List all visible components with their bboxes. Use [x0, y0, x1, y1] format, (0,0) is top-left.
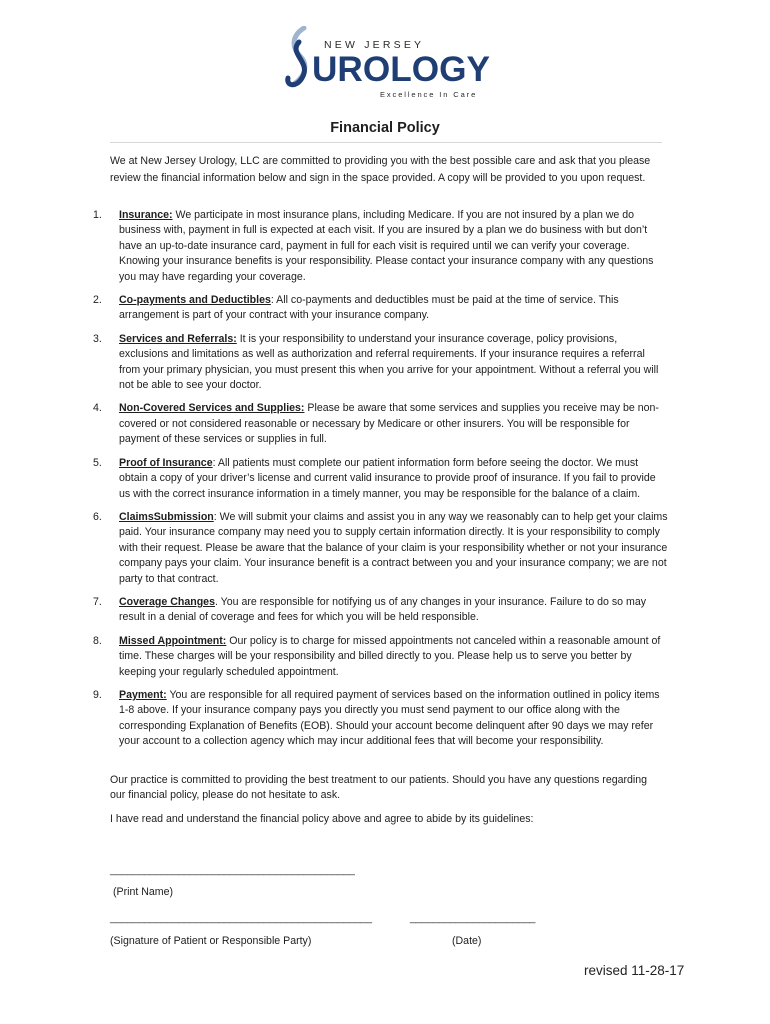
item-body [119, 401, 668, 447]
item-text: : All co-payments and deductibles must be paid at the time of service. This arrangement is part of your contract with your insurance company. [119, 294, 619, 322]
item-body [119, 332, 668, 394]
item-number: 2. [93, 294, 102, 307]
item-number: 6. [93, 510, 102, 523]
item-heading: Insurance: [119, 209, 173, 221]
policy-list [93, 208, 668, 758]
signature-line[interactable]: ______________________________________________ [110, 912, 372, 924]
policy-item [93, 293, 668, 324]
item-body [119, 293, 668, 324]
item-text: We participate in most insurance plans, including Medicare. If you are not insured by a plan we do business with, payment in full is expected at each visit. If you are insured by a plan we do business with but don’t have an up-to-date insurance card, payment in full for each visit is required until we can verify your coverage. Knowing your insurance benefits is your responsibility. Please contact your insurance company with any questions you may have regarding your coverage. [119, 209, 654, 283]
item-body [119, 510, 668, 587]
item-number: 3. [93, 332, 102, 345]
item-body [119, 634, 668, 680]
item-text: It is your responsibility to understand your insurance coverage, policy provisions, exclusions and limitations as well as authorization and referral requirements. If your insurance requires a referral from your primary physician, you must present this when you arrive for your appointment. Without a referral you will not be able to see your doctor. [119, 332, 659, 392]
item-heading: Payment: [119, 688, 167, 701]
item-body [119, 208, 668, 285]
item-heading: Proof of Insurance [119, 456, 213, 469]
closing-paragraph: Our practice is committed to providing the best treatment to our patients. Should you have any questions regarding our financial policy, please do not hesitate to ask. [110, 774, 648, 802]
agreement-statement: I have read and understand the financial policy above and agree to abide by its guidelines: [110, 813, 534, 825]
policy-item [93, 510, 668, 587]
item-heading: Coverage Changes [119, 595, 215, 608]
item-body [119, 456, 668, 502]
policy-item [93, 208, 668, 285]
item-body [119, 688, 668, 750]
item-number: 8. [93, 634, 102, 647]
revision-note: revised 11-28-17 [584, 963, 685, 978]
print-name-label: (Print Name) [113, 886, 174, 898]
item-number: 4. [93, 402, 102, 415]
item-text: : We will submit your claims and assist you in any way we reasonably can to help get your claims paid. Your insurance company may need you to supply certain information directly. It is your responsibility to comply with their request. Please be aware that the balance of your claim is your responsibility whether or not your insurance company pays your claim. Your insurance benefit is a contract between you and your insurance company; we are not party to that contract. [119, 510, 668, 585]
logo-line2: UROLOGY [312, 50, 490, 89]
policy-item [93, 595, 668, 626]
item-text: : All patients must complete our patient information form before seeing the doctor. We must obtain a copy of your driver’s license and current valid insurance to provide proof of insurance. If you fail to provide us with the correct insurance information in a timely manner, you may be responsible for the balance of a claim. [119, 456, 656, 500]
item-number: 1. [93, 209, 102, 221]
item-body [119, 595, 668, 626]
logo-line1: NEW JERSEY [324, 39, 425, 51]
item-number: 5. [93, 456, 102, 469]
policy-item [93, 332, 668, 394]
policy-item [93, 688, 668, 750]
date-label: (Date) [452, 935, 482, 947]
item-text: . You are responsible for notifying us of any changes in your insurance. Failure to do so may result in a denial of coverage and fees for which you will be held responsible. [119, 595, 647, 624]
date-line[interactable]: ______________________ [410, 912, 536, 924]
print-name-line[interactable]: ___________________________________________ [110, 864, 355, 876]
item-heading: Missed Appointment: [119, 634, 227, 647]
item-heading: Non-Covered Services and Supplies: [119, 402, 305, 415]
logo-swirl-dark [288, 42, 305, 85]
logo-tagline: Excellence In Care [380, 90, 478, 99]
item-heading: Services and Referrals: [119, 332, 237, 345]
item-number: 7. [93, 595, 102, 608]
policy-item [93, 634, 668, 680]
item-number: 9. [93, 688, 102, 701]
policy-item [93, 401, 668, 447]
intro-paragraph: We at New Jersey Urology, LLC are committed to providing you with the best possible care and ask that you please review the financial information below and sign in the space provided. A copy will be provided to you upon request. [110, 155, 651, 184]
logo-graphic [282, 26, 492, 100]
item-heading: Co-payments and Deductibles [119, 294, 271, 307]
item-text: You are responsible for all required payment of services based on the information outlined in policy items 1-8 above. If your insurance company pays you directly you must send payment to our office along with the corresponding Explanation of Benefits (EOB). Should your account become delinquent after 90 days we may refer your account to a collection agency which may incur additional fees that will become your responsibility. [119, 688, 660, 748]
item-text: Our policy is to charge for missed appointments not canceled within a reasonable amount of time. These charges will be your responsibility and billed directly to you. Please help us to serve you better by keeping your regularly scheduled appointment. [119, 634, 661, 678]
policy-item [93, 456, 668, 502]
item-text: Please be aware that some services and supplies you receive may be non-covered or not considered reasonable or necessary by Medicare or other insurers. You will be responsible for payment of these services or supplies in full. [119, 402, 659, 446]
signature-label: (Signature of Patient or Responsible Party) [110, 935, 312, 947]
title-divider [110, 142, 662, 143]
page-title: Financial Policy [330, 120, 440, 136]
practice-logo [282, 26, 492, 100]
item-heading: ClaimsSubmission [119, 510, 214, 523]
